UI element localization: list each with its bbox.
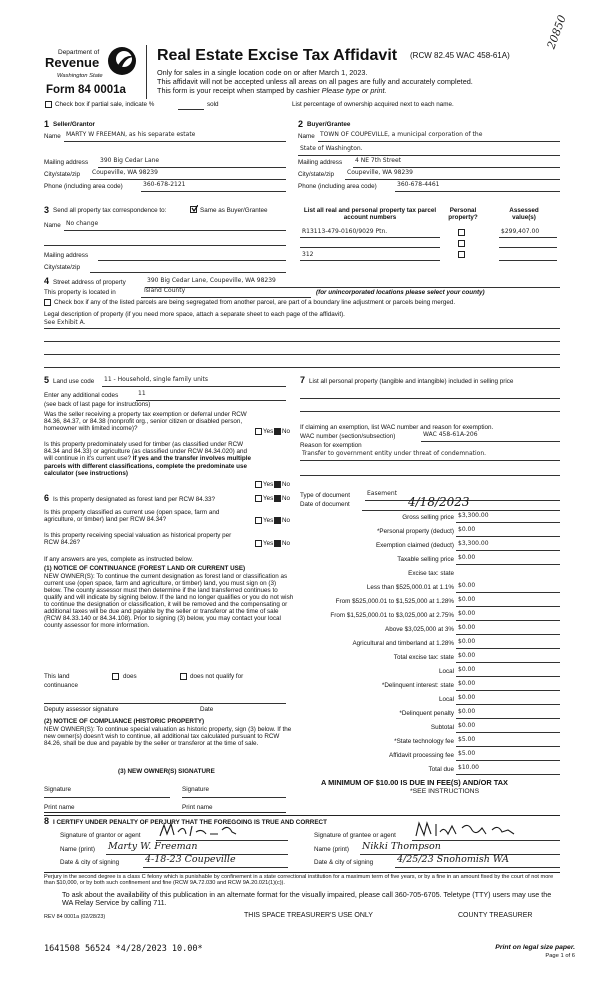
minimum-due-notice: A MINIMUM OF $10.00 IS DUE IN FEE(S) AND/OR TAX	[321, 778, 508, 787]
exemption-no-label: No	[282, 428, 291, 435]
timber-question: Is this property predominately used for timber (as classified under RCW 84.34 and 84.33) or agriculture (as classified under RCW 84.34.020) and will continue in it's current use? If yes and the transfer involves multiple parcels with different classifications, complete the predominate use calculator (see instructions)	[44, 441, 251, 477]
personal-property-checkbox-3[interactable]	[458, 251, 465, 258]
tax-row-value[interactable]: $3,300.00	[458, 540, 489, 547]
sec3-label: Send all property tax correspondence to:	[53, 207, 167, 214]
sec6-num: 6	[44, 493, 50, 503]
tax-row-label: Less than $525,000.01 at 1.1%	[366, 584, 454, 591]
tax-row-value[interactable]: $3,300.00	[458, 512, 489, 519]
sec8-num: 8	[44, 816, 50, 826]
tax-row-value[interactable]: $0.00	[458, 680, 476, 687]
tax-row-value[interactable]: $0.00	[458, 610, 476, 617]
tax-row-value[interactable]: $0.00	[458, 554, 476, 561]
timber-yes-label: Yes	[263, 481, 274, 488]
does-not-qualify-checkbox[interactable]	[180, 673, 187, 680]
tax-row-value[interactable]: $0.00	[458, 596, 476, 603]
certify-statement: I CERTIFY UNDER PENALTY OF PERJURY THAT THE FOREGOING IS TRUE AND CORRECT	[53, 819, 327, 826]
document-date-field[interactable]: 4/18/2023	[408, 495, 470, 509]
title-ref: (RCW 82.45 WAC 458-61A)	[410, 51, 510, 60]
grantor-signature-label: Signature of grantor or agent	[60, 832, 141, 839]
street-label: Street address of property	[53, 279, 126, 286]
tax-row-value[interactable]: $0.00	[458, 624, 476, 631]
grantee-signature[interactable]	[414, 820, 534, 840]
sec3-mail-label: Mailing address	[44, 252, 89, 259]
timber-no-label: No	[282, 481, 291, 488]
sec3-name-field[interactable]: No change	[66, 220, 99, 227]
tax-row-label: Exemption claimed (deduct)	[375, 542, 454, 549]
buyer-city-label: City/state/zip	[298, 171, 335, 178]
perjury-statement: Perjury in the second degree is a class C felony which is punishable by confinement in a state correctional institution for a maximum term of five years, or by a fine in an amount fixed by the court of not more than $10,000, or by both such confinement and fine (RCW 9A.72.030 and RCW 9A.20.021(1)(c)).	[44, 874, 554, 887]
signature-label-2: Signature	[182, 786, 209, 793]
list-percentage-note: List percentage of ownership acquired next to each name.	[292, 101, 454, 108]
exemption-yes-checkbox[interactable]	[255, 428, 262, 435]
new-owner-signature-heading: (3) NEW OWNER(S) SIGNATURE	[118, 768, 215, 775]
print-name-label-1: Print name	[44, 804, 75, 811]
dor-logo-icon	[106, 45, 138, 77]
tax-row-label: *Delinquent interest: state	[381, 682, 454, 689]
deputy-assessor-label: Deputy assessor signature	[44, 706, 119, 713]
grantee-printed-name[interactable]: Nikki Thompson	[362, 841, 441, 852]
sec3-num: 3	[44, 205, 50, 215]
tax-row-label: Local	[438, 696, 454, 703]
tax-row-value[interactable]: $0.00	[458, 526, 476, 533]
dept-line1: Department of	[58, 49, 100, 56]
see-back-note: (see back of last page for instructions)	[44, 401, 151, 408]
parcel-number-1[interactable]: R13113-479-0160/9029 Ptn.	[302, 228, 388, 235]
reason-label: Reason for exemption	[300, 442, 362, 449]
tax-row-label: Taxable selling price	[397, 556, 454, 563]
buyer-phone-field[interactable]: 360-678-4461	[397, 181, 440, 188]
notice-continuance-heading: (1) NOTICE OF CONTINUANCE (FOREST LAND OR CURRENT USE)	[44, 565, 246, 572]
grantor-date-city[interactable]: 4-18-23 Coupeville	[145, 854, 236, 865]
historic-no-label: No	[282, 540, 291, 547]
personal-property-checkbox-1[interactable]	[458, 229, 465, 236]
located-label: This property is located in	[44, 289, 116, 296]
tax-row-label: *Personal property (deduct)	[376, 528, 454, 535]
notice-compliance-body: NEW OWNER(S): To continue special valuation as historic property, sign (3) below. If the new owner(s) doesn't wish to continue, all additional tax calculated pursuant to RCW 84.26, shall be due and payable by the seller or transferor at the time of sale.	[44, 726, 292, 748]
current-use-yes-label: Yes	[263, 517, 274, 524]
exemption-no-checkbox[interactable]	[274, 428, 281, 435]
notice-compliance-heading: (2) NOTICE OF COMPLIANCE (HISTORIC PROPERTY)	[44, 718, 205, 725]
tax-row-value[interactable]: $0.00	[458, 708, 476, 715]
seller-city-field[interactable]: Coupeville, WA 98239	[92, 169, 158, 176]
grantee-name-label: Name (print)	[314, 846, 349, 853]
wac-field[interactable]: WAC 458-61A-206	[423, 431, 478, 438]
tax-row-label: Gross selling price	[402, 514, 454, 521]
sec3-city-label: City/state/zip	[44, 264, 81, 271]
intro-line1: Only for sales in a single location code on or after March 1, 2023.	[157, 68, 368, 77]
land-use-label: Land use code	[53, 378, 95, 385]
buyer-mail-label: Mailing address	[298, 159, 343, 166]
seller-mail-label: Mailing address	[44, 159, 89, 166]
see-instructions-note: *SEE INSTRUCTIONS	[410, 788, 480, 795]
seller-phone-field[interactable]: 360-678-2121	[143, 181, 186, 188]
sec3-name-label: Name	[44, 222, 61, 229]
tax-row-value[interactable]: $10.00	[458, 764, 479, 771]
tax-row-label: From $1,525,000.01 to $3,025,000 at 2.75%	[330, 612, 454, 619]
continuance-label: continuance	[44, 682, 78, 689]
tax-row-value[interactable]: $0.00	[458, 582, 476, 589]
segregated-checkbox[interactable]	[44, 299, 51, 306]
same-as-buyer-label: Same as Buyer/Grantee	[200, 207, 268, 214]
reason-field[interactable]: Transfer to government entity under threat of condemnation.	[302, 450, 487, 457]
legal-description-label: Legal description of property (if you need more space, attach a separate sheet to each page of the affidavit).	[44, 311, 345, 318]
parcel-header: List all real and personal property tax parcel account numbers	[303, 207, 437, 222]
treasurer-use-label: THIS SPACE TREASURER'S USE ONLY	[244, 912, 373, 919]
grantee-date-city[interactable]: 4/25/23 Snohomish WA	[397, 854, 510, 865]
does-not-qualify-label: does not qualify for	[190, 673, 244, 680]
grantor-name-label: Name (print)	[60, 846, 95, 853]
tax-row-value[interactable]: $0.00	[458, 694, 476, 701]
seller-num: 1	[44, 119, 50, 129]
street-field[interactable]: 390 Big Cedar Lane, Coupeville, WA 98239	[147, 277, 276, 284]
forest-no-label: No	[282, 495, 291, 502]
forest-no-checkbox[interactable]	[274, 495, 281, 502]
cashier-stamp: 1641508 56524 *4/28/2023 10.00*	[44, 944, 203, 954]
this-land-label: This land	[44, 673, 70, 680]
tax-row-label: Affidavit processing fee	[389, 752, 454, 759]
buyer-num: 2	[298, 119, 304, 129]
grantee-signature-label: Signature of grantee or agent	[314, 832, 396, 839]
legal-description-field[interactable]: See Exhibit A.	[44, 319, 86, 326]
partial-sale-sold: sold	[207, 101, 219, 108]
segregated-label: Check box if any of the listed parcels are being segregated from another parcel, are part of a boundary line adjustment or parcels being merged.	[54, 299, 456, 306]
forest-yes-checkbox[interactable]	[255, 495, 262, 502]
seller-mail-field[interactable]: 390 Big Cedar Lane	[100, 157, 160, 164]
historic-yes-checkbox[interactable]	[255, 540, 262, 547]
intro-line3: This form is your receipt when stamped by cashier Please type or print.	[157, 86, 387, 95]
timber-yes-checkbox[interactable]	[255, 481, 262, 488]
tax-row-value[interactable]: $0.00	[458, 638, 476, 645]
same-as-buyer-checkbox[interactable]	[190, 206, 197, 213]
tax-row-label: *State technology fee	[394, 738, 454, 745]
buyer-name-line2[interactable]: State of Washington.	[300, 145, 363, 152]
grantor-signature[interactable]	[158, 822, 268, 840]
handwritten-number: 20850	[544, 13, 569, 51]
form-revision: REV 84 0001a (02/28/23)	[44, 914, 106, 920]
buyer-heading: Buyer/Grantee	[307, 121, 351, 128]
wac-label: WAC number (section/subsection)	[300, 433, 396, 440]
buyer-phone-label: Phone (including area code)	[298, 183, 377, 190]
buyer-name-field[interactable]: TOWN OF COUPEVILLE, a municipal corporation of the	[320, 131, 483, 138]
exemption-claim-label: If claiming an exemption, list WAC number and reason for exemption.	[300, 424, 494, 431]
additional-codes-label: Enter any additional codes	[44, 392, 119, 399]
exemption-question: Was the seller receiving a property tax exemption or deferral under RCW 84.36, 84.37, or 84.38 (nonprofit org., senior citizen or disabled person, homeowner with limited income)?	[44, 411, 247, 433]
buyer-name-label: Name	[298, 133, 315, 140]
legal-paper-note: Print on legal size paper.	[495, 944, 575, 951]
page-number: Page 1 of 6	[545, 953, 575, 959]
deputy-date-label: Date	[200, 706, 214, 713]
seller-name-field[interactable]: MARTY W FREEMAN, as his separate estate	[66, 131, 196, 138]
sec7-num: 7	[300, 375, 306, 385]
tax-row-label: Local	[438, 668, 454, 675]
land-use-field[interactable]: 11 - Household, single family units	[104, 376, 209, 383]
tax-row-label: Subtotal	[430, 724, 454, 731]
checkmark-icon	[191, 205, 198, 212]
tax-row-label: *Delinquent penalty	[399, 710, 454, 717]
tax-row-label: From $525,000.01 to $1,525,000 at 1.28%	[335, 598, 454, 605]
document-type-label: Type of document	[300, 492, 351, 499]
if-yes-note: If any answers are yes, complete as instructed below.	[44, 556, 194, 563]
exemption-yes-label: Yes	[263, 428, 274, 435]
county-field[interactable]: Island County	[144, 287, 186, 294]
tax-row-label: Total excise tax: state	[393, 654, 454, 661]
partial-sale-label: Check box if partial sale, indicate %	[55, 101, 155, 108]
tax-row-value[interactable]: $5.00	[458, 750, 476, 757]
county-treasurer-label: COUNTY TREASURER	[458, 912, 533, 919]
does-qualify-checkbox[interactable]	[112, 673, 119, 680]
personal-property-checkbox-2[interactable]	[458, 240, 465, 247]
timber-no-checkbox[interactable]	[274, 481, 281, 488]
assessed-value-1[interactable]: $299,407.00	[501, 228, 540, 235]
seller-heading: Seller/Grantor	[53, 121, 95, 128]
sec5-num: 5	[44, 375, 50, 385]
print-name-label-2: Print name	[182, 804, 213, 811]
historic-yes-label: Yes	[263, 540, 274, 547]
seller-city-label: City/state/zip	[44, 171, 81, 178]
current-use-yes-checkbox[interactable]	[255, 517, 262, 524]
historic-no-checkbox[interactable]	[274, 540, 281, 547]
forest-yes-label: Yes	[263, 495, 274, 502]
tax-row-value[interactable]: $0.00	[458, 652, 476, 659]
tax-row-label: Total due	[428, 766, 454, 773]
grantee-date-label: Date & city of signing	[314, 859, 374, 866]
current-use-no-label: No	[282, 517, 291, 524]
does-qualify-label: does	[123, 673, 137, 680]
notice-continuance-body: NEW OWNER(S): To continue the current designation as forest land or classification as current use (open space, farm and agriculture, or timber) land, you must sign on (3) below. The county assessor must then determine if the land transferred continues to qualify and will indicate by signing below. If the land no longer qualifies or you do not wish to continue the designation or classification, it will be removed and the compensating or additional taxes will be due and payable by the seller or transferor at the time of sale (RCW 84.33.140 or 84.34.108). Prior to signing (3) below, you may contact your local county assessor for more information.	[44, 573, 294, 630]
forest-question: Is this property designated as forest land per RCW 84.33?	[53, 496, 216, 503]
alternate-format-note: To ask about the availability of this publication in an alternate format for the visually impaired, please call 360-705-6705. Teletype (TTY) users may use the WA Relay Service by calling 711.	[62, 890, 552, 907]
document-date-label: Date of document	[300, 501, 350, 508]
tax-row-value[interactable]: $0.00	[458, 722, 476, 729]
page-title: Real Estate Excise Tax Affidavit	[157, 47, 398, 64]
dept-line2: Revenue	[45, 55, 100, 70]
parcel-number-2[interactable]: 312	[302, 251, 314, 258]
tax-row-value[interactable]: $5.00	[458, 736, 476, 743]
personal-property-header: Personal property?	[448, 207, 478, 222]
tax-row-label: Above $3,025,000 at 3%	[385, 626, 454, 633]
tax-row-label: Agricultural and timberland at 1.28%	[352, 640, 454, 647]
historic-question: Is this property receiving special valuation as historical property per RCW 84.26?	[44, 532, 232, 547]
buyer-mail-field[interactable]: 4 NE 7th Street	[355, 157, 402, 164]
seller-phone-label: Phone (including area code)	[44, 183, 123, 190]
signature-label-1: Signature	[44, 786, 71, 793]
grantor-printed-name[interactable]: Marty W. Freeman	[108, 841, 198, 852]
additional-codes-field[interactable]: 11	[138, 390, 146, 397]
intro-line2: This affidavit will not be accepted unless all areas on all pages are fully and accurately completed.	[157, 77, 473, 86]
partial-sale-checkbox[interactable]	[45, 101, 52, 108]
tax-row-label: Excise tax: state	[408, 570, 454, 577]
current-use-no-checkbox[interactable]	[274, 517, 281, 524]
document-type-field[interactable]: Easement	[367, 490, 397, 497]
tax-row-value[interactable]: $0.00	[458, 666, 476, 673]
unincorporated-note: (for unincorporated locations please select your county)	[316, 289, 485, 296]
personal-property-label: List all personal property (tangible and intangible) included in selling price	[309, 378, 514, 385]
sec4-num: 4	[44, 276, 50, 286]
seller-name-label: Name	[44, 133, 61, 140]
assessed-value-header: Assessed value(s)	[509, 207, 539, 222]
dept-line3: Washington State	[57, 73, 103, 79]
buyer-city-field[interactable]: Coupeville, WA 98239	[347, 169, 413, 176]
current-use-question: Is this property classified as current use (open space, farm and agriculture, or timber) land per RCW 84.34?	[44, 509, 220, 524]
grantor-date-label: Date & city of signing	[60, 859, 120, 866]
form-number: Form 84 0001a	[46, 84, 126, 96]
